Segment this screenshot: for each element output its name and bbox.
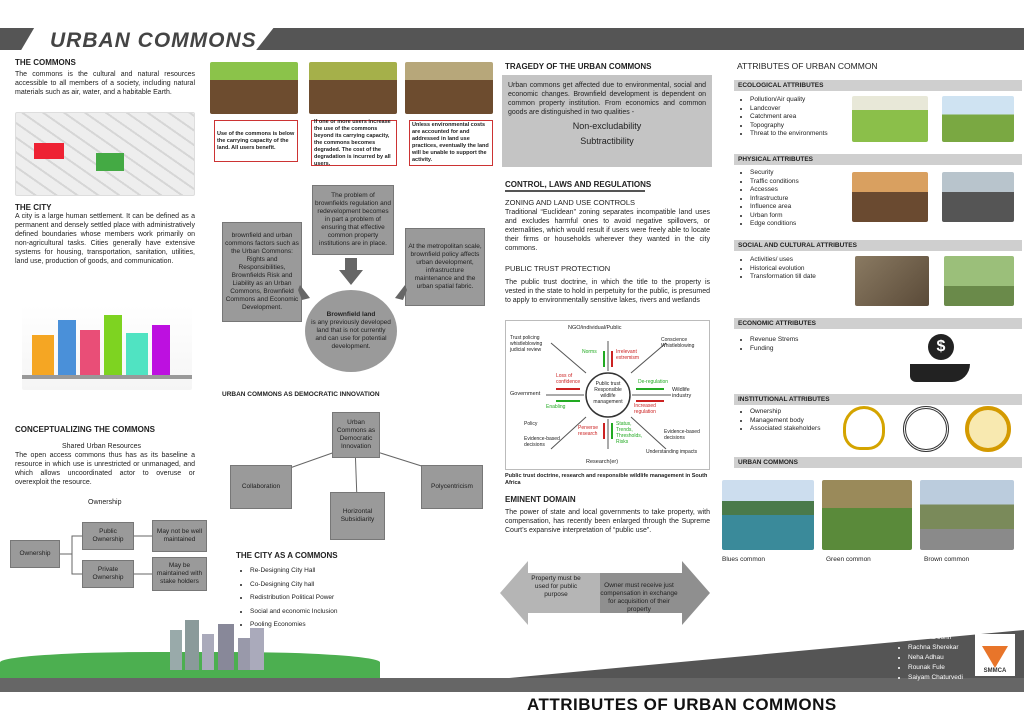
eminent-text: The power of state and local governments to take property, with compensation, has recently been enlarged through the Supreme Court’s expansive interpretation of “public use”.	[505, 509, 710, 534]
carrying-note-3: Unless environmental costs are accounted for and addressed in land use practices, eventually the land will be unable to support the activity.	[409, 120, 493, 166]
ownership-title: Ownership	[88, 499, 122, 506]
brown-common-label: Brown common	[924, 556, 970, 563]
public-trust-diagram	[505, 320, 710, 470]
diagram-br: Evidence-based decisions	[664, 429, 700, 441]
ecological-item: • Pollution/Air quality	[750, 96, 850, 105]
diagram-irrelevant: Irrelevant extremism	[616, 349, 640, 361]
green-common-photo	[822, 480, 912, 550]
conceptualizing-text: The open access commons thus has as its baseline a resource in which use is unrestricted or unmanaged, and which allows uncoordinated actor to overuse or overexploit the resource.	[15, 452, 195, 486]
city-commons-item: • Re-Designing City Hall	[250, 564, 390, 578]
social-photo-2	[944, 256, 1014, 306]
horizontal-subsidiarity-box: Horizontal Subsidiarity	[330, 492, 385, 540]
public-ownership-box: Public Ownership	[82, 522, 134, 550]
diagram-norms: Norms	[582, 349, 597, 355]
author: • Reewena John	[908, 633, 963, 643]
physical-item: • Edge conditions	[750, 220, 850, 229]
ecological-photo-2	[942, 96, 1014, 142]
diagram-loss: Loss of confidence	[556, 373, 581, 385]
ecological-item: • Threat to the environments	[750, 130, 850, 139]
physical-item: • Infrastructure	[750, 195, 850, 204]
arrow-right-text: Owner must receive just compensation in exchange for acquisition of their property	[600, 582, 678, 613]
diagram-left: Government	[510, 391, 541, 397]
brownfield-center-text: is any previously developed land that is not currently and can use for potential development.	[311, 319, 391, 350]
brown-common-photo	[920, 480, 1014, 550]
institution-emblem-2-icon	[903, 406, 949, 452]
footer-band	[0, 600, 1024, 723]
zoning-text: Traditional “Euclidean” zoning separates incompatible land uses and excludes harmful ones to avoid negative spillovers, or externalities, which would result if users were freely able to locate their firms or households wherever they wanted in the city commons.	[505, 209, 710, 252]
physical-photo-2	[942, 172, 1014, 222]
polycentricism-box: Polycentricism	[421, 465, 483, 509]
ecological-bar: ECOLOGICAL ATTRIBUTES	[734, 80, 1022, 91]
diagram-increased: Increased regulation	[634, 403, 656, 415]
urban-commons-bar: URBAN COMMONS	[734, 457, 1022, 468]
brownfield-left-box: brownfield and urban commons factors such as the Urban Commons: Rights and Responsibilities, Brownfields Risk and Liability as an Urban Commons, Brownfield Commons and Economic Development.	[222, 222, 302, 322]
institutional-list	[740, 408, 850, 434]
tragedy-text: Urban commons get affected due to environmental, social and economic changes. Brownfield development is dependent on common property institution. From economics and common goods are distinguished in two qualities -	[508, 82, 706, 116]
diagram-bl2: Evidence-based decisions	[524, 436, 560, 448]
tragedy-quality-2: Subtractibility	[580, 136, 634, 146]
private-ownership-box: Private Ownership	[82, 560, 134, 588]
zoning-heading: ZONING AND LAND USE CONTROLS	[505, 198, 636, 207]
logo-text: SMMCA	[983, 668, 1007, 674]
carrying-note-2: If one or more users increase the use of the commons beyond its carrying capacity, the commons becomes degraded. The cost of the degradation is incurred by all users.	[311, 120, 397, 166]
physical-item: • Influence area	[750, 203, 850, 212]
diagram-center: Public trust Responsible wildlife management	[593, 381, 623, 405]
author: • Neha Adhau	[908, 653, 963, 663]
public-note-box: May not be well maintained	[152, 520, 207, 552]
author: • Saiyam Chaturvedi	[908, 673, 963, 683]
tragedy-heading: TRAGEDY OF THE URBAN COMMONS	[505, 62, 652, 71]
green-common-label: Green common	[826, 556, 871, 563]
city-commons-item: • Co-Designing City hall	[250, 578, 390, 592]
diagram-right: Wildlife industry	[672, 387, 692, 399]
city-commons-item: • Redistribution Political Power	[250, 591, 390, 605]
trust-heading: PUBLIC TRUST PROTECTION	[505, 264, 611, 273]
city-text: A city is a large human settlement. It can be defined as a permanent and densely settled place with administratively defined boundaries whose members work primarily on non-agricultural tasks. Cities generally have extensive systems for housing, transportation, sanitation, utilities, land use, production of goods, and communication.	[15, 213, 195, 265]
social-photo-1	[855, 256, 929, 306]
control-underline	[505, 190, 645, 192]
physical-item: • Accesses	[750, 186, 850, 195]
diagram-bl: Policy	[524, 421, 538, 427]
diagram-enabling: Enabling	[546, 404, 566, 410]
author: • Rachna Sherekar	[908, 643, 963, 653]
tragedy-box	[502, 75, 712, 167]
diagram-bottom: Research(er)	[586, 459, 619, 465]
diagram-top: NGO/individual/Public	[568, 325, 622, 331]
footer-title: ATTRIBUTES OF URBAN COMMONS	[527, 695, 837, 714]
trust-text: The public trust doctrine, in which the title to the property is vested in the state to hold in perpetuity for the public, is presumed to apply to environmentally sensitive lakes, rivers and wetlands	[505, 279, 710, 304]
democratic-heading: URBAN COMMONS AS DEMOCRATIC INNOVATION	[222, 391, 380, 398]
city-commons-heading: THE CITY AS A COMMONS	[236, 551, 338, 560]
social-item: • Transformation till date	[750, 273, 850, 282]
author: • Rounak Fule	[908, 663, 963, 673]
physical-item: • Security	[750, 169, 850, 178]
institution-emblem-3-icon	[965, 406, 1011, 452]
economic-item: • Revenue Strems	[750, 336, 850, 345]
social-bar: SOCIAL AND CULTURAL ATTRIBUTES	[734, 240, 1022, 251]
ecological-item: • Catchment area	[750, 113, 850, 122]
ecological-list	[740, 96, 850, 139]
institution-emblem-1-icon	[843, 406, 885, 450]
eminent-heading: EMINENT DOMAIN	[505, 495, 576, 504]
brownfield-center-title: Brownfield land	[326, 311, 376, 318]
arrow-left-text: Property must be used for public purpose	[531, 575, 581, 598]
city-commons-item: • Pooling Economies	[250, 618, 390, 632]
democratic-center-box: Urban Commons as Democratic Innovation	[332, 412, 380, 458]
ecological-item: • Topography	[750, 122, 850, 131]
social-list	[740, 256, 850, 282]
physical-bar: PHYSICAL ATTRIBUTES	[734, 154, 1022, 165]
conceptualizing-sub: Shared Urban Resources	[62, 443, 141, 450]
economic-item: • Funding	[750, 345, 850, 354]
attributes-heading: ATTRIBUTES OF URBAN COMMON	[737, 61, 878, 71]
physical-item: • Traffic conditions	[750, 178, 850, 187]
collaboration-box: Collaboration	[230, 465, 292, 509]
diagram-caption: Public trust doctrine, research and responsible wildlife management in South Africa	[505, 473, 708, 486]
physical-item: • Urban form	[750, 212, 850, 221]
institutional-item: • Associated stakeholders	[750, 425, 850, 434]
city-heading: THE CITY	[15, 203, 52, 212]
smmca-logo	[975, 634, 1015, 676]
social-item: • Activities/ uses	[750, 256, 850, 265]
diagram-tr: Conscience Whistleblowing	[661, 337, 695, 349]
institutional-item: • Management body	[750, 417, 850, 426]
conceptualizing-heading: CONCEPTUALIZING THE COMMONS	[15, 425, 155, 434]
authors-list	[898, 633, 963, 683]
control-heading: CONTROL, LAWS AND REGULATIONS	[505, 180, 652, 189]
diagram-dereg: De-regulation	[638, 379, 669, 385]
ecological-photo-1	[852, 96, 928, 142]
institutional-bar: INSTITUTIONAL ATTRIBUTES	[734, 394, 1022, 405]
diagram-tl: Trust policing whistleblowing judicial review	[510, 335, 543, 353]
diagram-perverse: Perverse research	[578, 425, 599, 437]
physical-photo-1	[852, 172, 928, 222]
private-note-box: May be maintained with stake holders	[152, 557, 207, 591]
tragedy-quality-1: Non-excludability	[572, 121, 642, 131]
blues-common-label: Blues common	[722, 556, 765, 563]
physical-list	[740, 169, 850, 229]
money-hand-icon: $	[910, 334, 970, 386]
ecological-item: • Landcover	[750, 105, 850, 114]
brownfield-right-box: At the metropolitan scale, brownfield policy affects urban development, infrastructure maintenance and the urban spatial fabric.	[405, 228, 485, 306]
carrying-note-1: Use of the commons is below the carrying capacity of the land. All users benefit.	[214, 120, 298, 162]
blues-common-photo	[722, 480, 814, 550]
diagram-br2: Understanding impacts	[646, 449, 698, 455]
institutional-item: • Ownership	[750, 408, 850, 417]
brownfield-top-box: The problem of brownfields regulation and redevelopment becomes in part a problem of ensuring that effective common property institutions are in place.	[312, 185, 394, 255]
social-item: • Historical evolution	[750, 265, 850, 274]
commons-heading: THE COMMONS	[15, 58, 76, 67]
economic-list	[740, 336, 850, 353]
diagram-status: Status, Trends, Thresholds, Risks	[616, 421, 643, 445]
commons-text: The commons is the cultural and natural resources accessible to all members of a society, including natural materials such as air, water, and a habitable Earth.	[15, 71, 195, 96]
ownership-box: Ownership	[10, 540, 60, 568]
economic-bar: ECONOMIC ATTRIBUTES	[734, 318, 1022, 329]
city-commons-item: • Social and economic Inclusion	[250, 605, 390, 619]
page-title: URBAN COMMONS	[50, 29, 257, 52]
